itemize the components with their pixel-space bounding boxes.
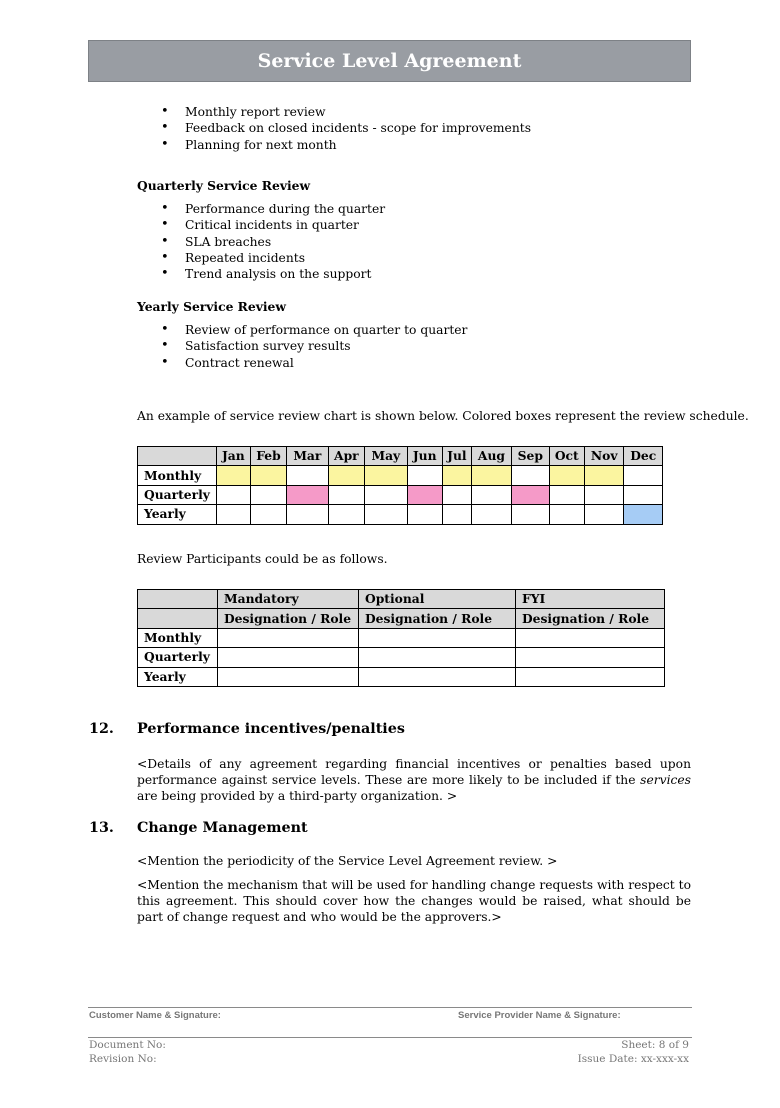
table-cell [516,667,665,686]
row-label: Monthly [138,628,218,647]
list-item: • Trend analysis on the support [137,266,385,282]
list-item: • Feedback on closed incidents - scope for improvements [137,120,531,136]
paragraph-italic: services [640,773,691,787]
list-item: • Repeated incidents [137,250,385,266]
section-number: 12. [89,721,114,737]
yearly-review-list [137,322,467,371]
month-header-feb: Feb [250,447,286,466]
table-cell [359,648,516,667]
schedule-cell-empty [512,505,550,524]
row-label: Yearly [138,505,217,524]
month-header-dec: Dec [624,447,663,466]
quarterly-review-heading: Quarterly Service Review [137,178,311,193]
schedule-cell-empty [407,466,442,485]
schedule-cell-pink [512,485,550,504]
list-item: • Contract renewal [137,355,467,371]
list-item: • Critical incidents in quarter [137,217,385,233]
paragraph-text: are being provided by a third-party organization. > [137,789,458,803]
section-paragraph: <Mention the periodicity of the Service Level Agreement review. > [137,854,558,868]
list-item: • Review of performance on quarter to quarter [137,322,467,338]
schedule-cell-empty [549,505,585,524]
table-cell [359,667,516,686]
participants-table [137,589,665,687]
table-cell [359,628,516,647]
paragraph-text: <Details of any agreement regarding financial incentives or penalties based upon performance against service levels. These are more likely to be included if the [137,757,691,787]
sheet-number: Sheet: 8 of 9 [621,1039,689,1051]
table-cell [218,648,359,667]
schedule-cell-yellow [549,466,585,485]
column-header-mandatory: Mandatory [218,590,359,609]
schedule-cell-empty [442,505,471,524]
month-header-jul: Jul [442,447,471,466]
table-cell [138,609,218,628]
column-header-fyi: FYI [516,590,665,609]
table-row [138,628,665,647]
schedule-cell-empty [287,466,328,485]
section-title: Change Management [137,820,308,836]
revision-number: Revision No: [89,1053,157,1065]
table-row [138,648,665,667]
table-cell [516,648,665,667]
schedule-cell-blue [624,505,663,524]
schedule-cell-empty [549,485,585,504]
list-item: • Monthly report review [137,104,531,120]
row-label: Quarterly [138,485,217,504]
schedule-cell-empty [328,505,365,524]
table-corner-cell [138,447,217,466]
section-number: 13. [89,820,114,836]
row-label: Quarterly [138,648,218,667]
table-row [138,485,663,504]
schedule-cell-empty [624,466,663,485]
schedule-cell-yellow [216,466,250,485]
month-header-apr: Apr [328,447,365,466]
schedule-cell-yellow [585,466,624,485]
participants-intro: Review Participants could be as follows. [137,552,388,566]
month-header-jun: Jun [407,447,442,466]
table-subheader-row [138,609,665,628]
table-header-row [138,590,665,609]
section-paragraph: <Mention the mechanism that will be used for handling change requests with respect to this agreement. This should cover how the changes would be raised, what should be part of change request and who would be the approvers.> [137,878,691,924]
row-label: Monthly [138,466,217,485]
table-header-row [138,447,663,466]
row-label: Yearly [138,667,218,686]
column-subheader: Designation / Role [516,609,665,628]
schedule-cell-empty [287,505,328,524]
document-number: Document No: [89,1039,166,1051]
table-cell [516,628,665,647]
footer-divider [88,1037,692,1038]
monthly-review-list [137,104,531,153]
schedule-cell-yellow [471,466,511,485]
month-header-oct: Oct [549,447,585,466]
table-row [138,667,665,686]
quarterly-review-list [137,201,385,282]
page-title: Service Level Agreement [257,50,522,72]
schedule-cell-pink [407,485,442,504]
review-chart-intro: An example of service review chart is shown below. Colored boxes represent the review schedule. [137,409,749,423]
section-title: Performance incentives/penalties [137,721,405,737]
yearly-review-heading: Yearly Service Review [137,299,286,314]
schedule-cell-empty [365,485,407,504]
customer-signature-label: Customer Name & Signature: [89,1010,221,1021]
table-cell [218,628,359,647]
list-item: • Satisfaction survey results [137,338,467,354]
table-row [138,505,663,524]
section-paragraph [137,756,691,804]
table-row [138,466,663,485]
schedule-cell-empty [442,485,471,504]
schedule-cell-empty [216,485,250,504]
schedule-cell-empty [585,485,624,504]
schedule-cell-yellow [328,466,365,485]
schedule-cell-empty [471,505,511,524]
table-cell [218,667,359,686]
schedule-cell-empty [216,505,250,524]
schedule-cell-yellow [365,466,407,485]
month-header-mar: Mar [287,447,328,466]
month-header-sep: Sep [512,447,550,466]
schedule-cell-empty [250,505,286,524]
column-subheader: Designation / Role [359,609,516,628]
provider-signature-label: Service Provider Name & Signature: [458,1010,621,1021]
schedule-cell-pink [287,485,328,504]
list-item: • Planning for next month [137,137,531,153]
column-subheader: Designation / Role [218,609,359,628]
schedule-cell-yellow [250,466,286,485]
month-header-jan: Jan [216,447,250,466]
schedule-cell-empty [471,485,511,504]
schedule-cell-yellow [442,466,471,485]
review-schedule-table [137,446,663,525]
list-item: • SLA breaches [137,234,385,250]
schedule-cell-empty [328,485,365,504]
schedule-cell-empty [624,485,663,504]
month-header-aug: Aug [471,447,511,466]
column-header-optional: Optional [359,590,516,609]
month-header-may: May [365,447,407,466]
page-header [88,40,691,82]
list-item: • Performance during the quarter [137,201,385,217]
schedule-cell-empty [365,505,407,524]
schedule-cell-empty [585,505,624,524]
schedule-cell-empty [407,505,442,524]
issue-date: Issue Date: xx-xxx-xx [577,1053,689,1065]
schedule-cell-empty [512,466,550,485]
schedule-cell-empty [250,485,286,504]
table-corner-cell [138,590,218,609]
footer-divider [88,1007,692,1008]
month-header-nov: Nov [585,447,624,466]
